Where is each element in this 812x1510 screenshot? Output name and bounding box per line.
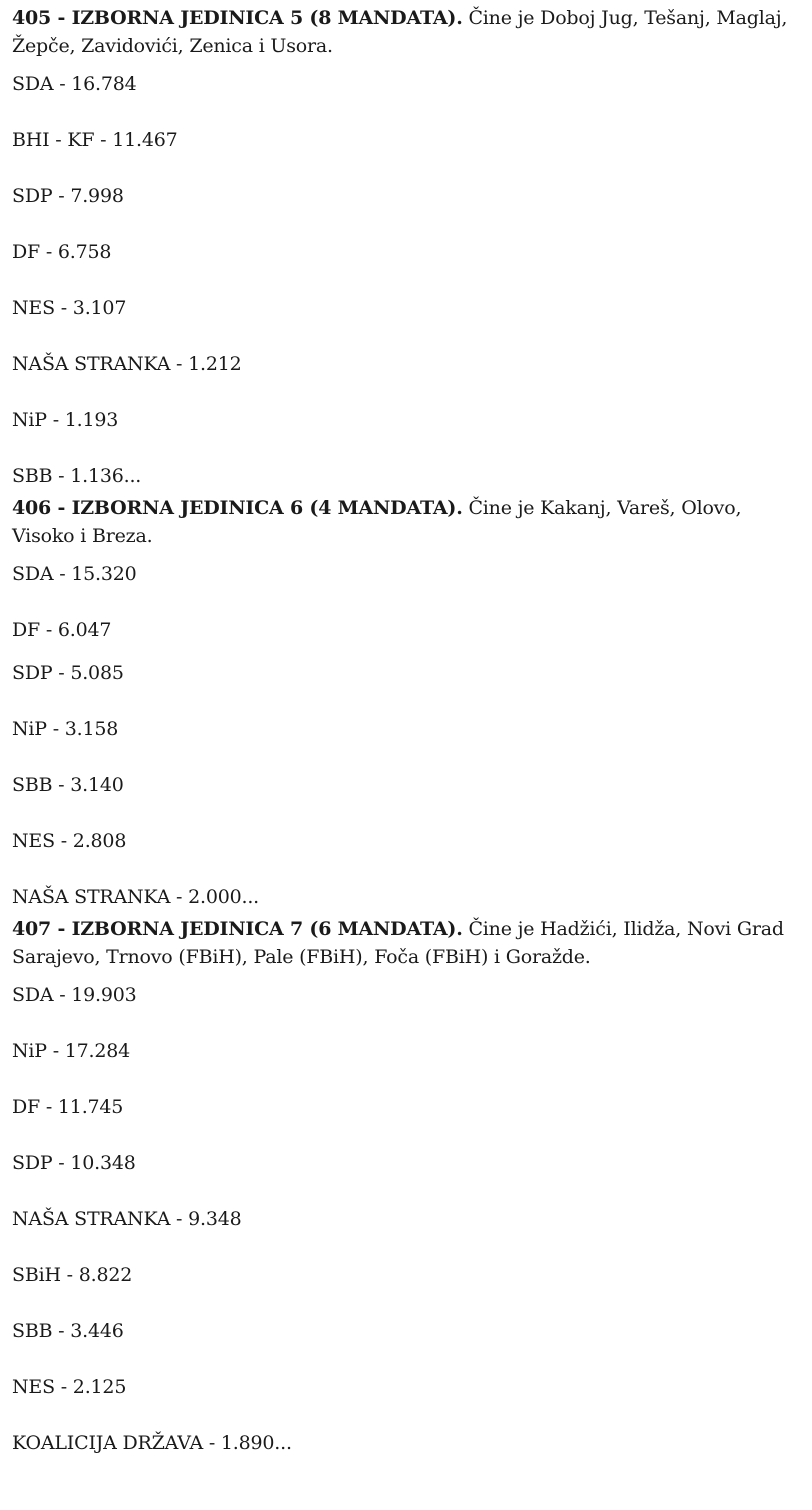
result-line: KOALICIJA DRŽAVA - 1.890...: [12, 1432, 292, 1454]
result-line: SBiH - 8.822: [12, 1264, 133, 1286]
electoral-unit-407: [12, 911, 800, 1457]
result-line: NES - 3.107: [12, 297, 127, 319]
electoral-unit-405: [12, 0, 800, 490]
unit-heading: [12, 0, 800, 60]
result-line: DF - 11.745: [12, 1096, 124, 1118]
unit-title: 405 - IZBORNA JEDINICA 5 (8 MANDATA).: [12, 7, 463, 29]
result-line: SDP - 7.998: [12, 185, 124, 207]
unit-title: 407 - IZBORNA JEDINICA 7 (6 MANDATA).: [12, 918, 463, 940]
result-line: NAŠA STRANKA - 1.212: [12, 353, 242, 375]
result-line: BHI - KF - 11.467: [12, 129, 178, 151]
unit-title: 406 - IZBORNA JEDINICA 6 (4 MANDATA).: [12, 497, 463, 519]
unit-heading: [12, 490, 800, 550]
unit-description: Čine je Doboj Jug, Tešanj, Maglaj, Žepče, Zavidovići, Zenica i Usora.: [12, 7, 788, 57]
result-line: NiP - 17.284: [12, 1040, 131, 1062]
result-line: NAŠA STRANKA - 9.348: [12, 1208, 242, 1230]
result-line: DF - 6.758: [12, 241, 112, 263]
result-line: SDA - 16.784: [12, 73, 137, 95]
result-line: SDP - 5.085: [12, 662, 124, 684]
result-line: NES - 2.125: [12, 1376, 127, 1398]
result-line: SDP - 10.348: [12, 1152, 136, 1174]
result-line: NiP - 3.158: [12, 718, 119, 740]
unit-description: Čine je Hadžići, Ilidža, Novi Grad Sarajevo, Trnovo (FBiH), Pale (FBiH), Foča (FBiH) i Goražde.: [12, 918, 784, 968]
result-line: SBB - 3.446: [12, 1320, 124, 1342]
result-line: SDA - 15.320: [12, 563, 137, 585]
unit-heading: [12, 911, 800, 971]
result-line: SDA - 19.903: [12, 984, 137, 1006]
result-line: SBB - 1.136...: [12, 465, 142, 487]
result-line: SBB - 3.140: [12, 774, 124, 796]
result-line: NES - 2.808: [12, 830, 127, 852]
result-line: DF - 6.047: [12, 619, 112, 641]
result-line: NAŠA STRANKA - 2.000...: [12, 886, 260, 908]
unit-description: Čine je Kakanj, Vareš, Olovo, Visoko i Breza.: [12, 497, 742, 547]
electoral-unit-406: [12, 490, 800, 911]
result-line: NiP - 1.193: [12, 409, 119, 431]
